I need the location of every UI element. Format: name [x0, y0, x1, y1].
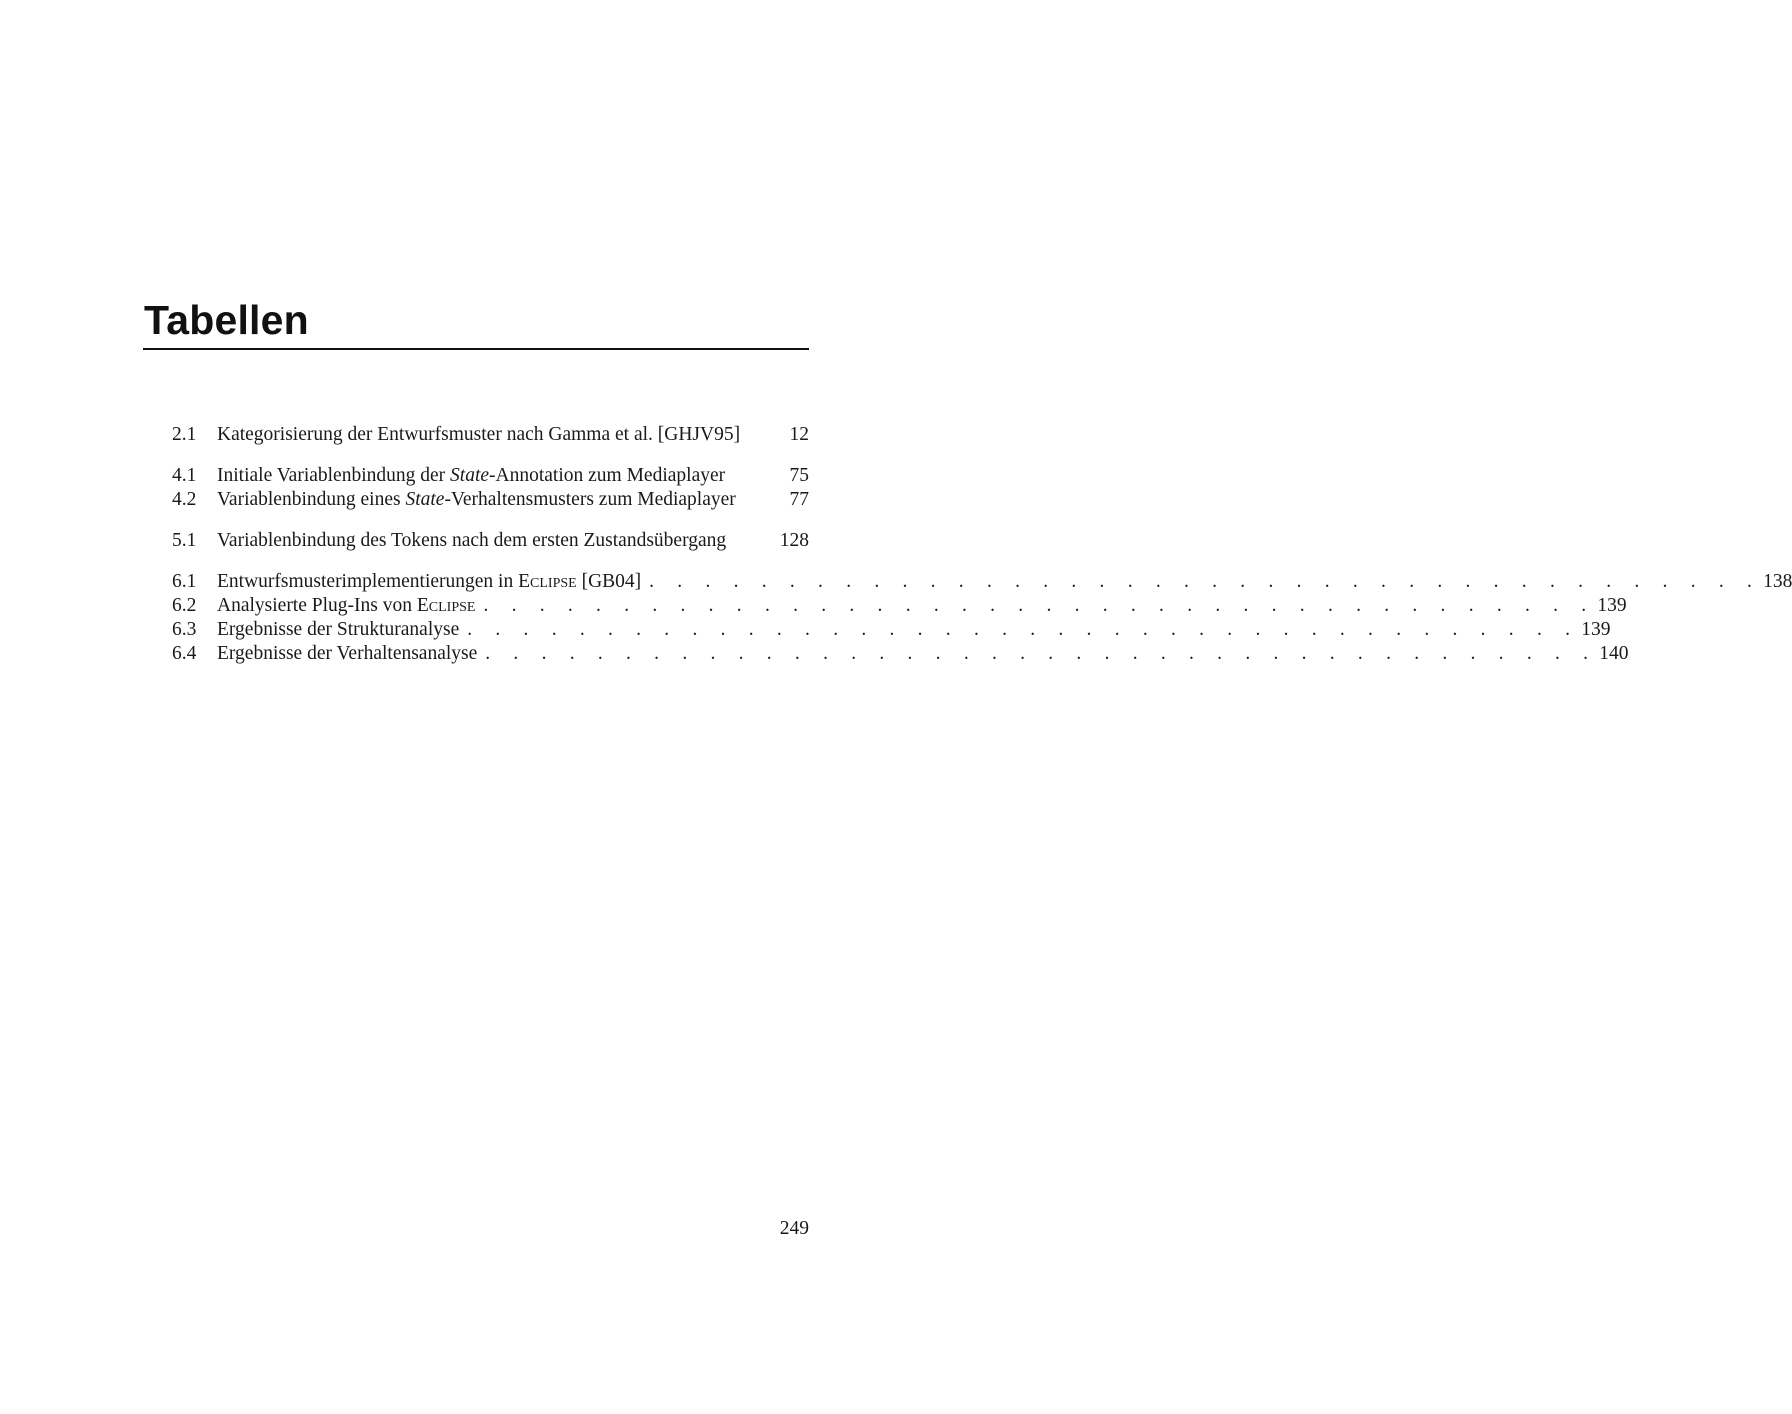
toc-entry-4-1[interactable] [172, 464, 809, 488]
toc-entry-4-2[interactable] [172, 488, 809, 512]
toc-entry-2-1[interactable] [172, 423, 809, 447]
table-number: 6.2 [172, 595, 197, 616]
toc-group-chapter-6 [172, 570, 1792, 666]
table-number: 6.1 [172, 571, 197, 592]
leader-dots: . . . . . . . . . . . . . . . . . . . . . . . . . . . . . . . . . . . . . . . . [485, 643, 1598, 664]
title-rule [143, 348, 809, 350]
table-caption: Initiale Variablenbindung der State-Annotation zum Mediaplayer [217, 465, 726, 486]
page-reference: 128 [779, 530, 809, 551]
page-reference: 12 [789, 424, 809, 445]
toc-entry-6-1[interactable] [172, 570, 1792, 594]
toc-entry-6-2[interactable] [172, 594, 1627, 618]
page-reference: 138 [1763, 571, 1792, 592]
toc-group-chapter-4 [172, 464, 809, 512]
table-caption: Entwurfsmusterimplementierungen in Eclipse [GB04] [217, 571, 642, 592]
page-reference: 139 [1597, 595, 1627, 616]
table-number: 4.2 [172, 489, 197, 510]
table-caption: Variablenbindung eines State-Verhaltensmusters zum Mediaplayer [217, 489, 736, 510]
page-reference: 140 [1599, 643, 1629, 664]
table-caption: Ergebnisse der Strukturanalyse [217, 619, 460, 640]
product-name: Eclipse [518, 571, 577, 592]
chapter-title: Tabellen [144, 297, 309, 343]
table-number: 6.3 [172, 619, 197, 640]
table-number: 5.1 [172, 530, 197, 551]
leader-dots: . . . . . . . . . . . . . . . . . . . . . . . . . . . . . . . . . . . . . . . . [483, 595, 1596, 616]
table-number: 4.1 [172, 465, 197, 486]
toc-entry-5-1[interactable] [172, 529, 809, 553]
table-caption: Kategorisierung der Entwurfsmuster nach Gamma et al. [GHJV95] [217, 424, 741, 445]
toc-group-chapter-5 [172, 529, 809, 553]
toc-group-chapter-2 [172, 423, 809, 447]
toc-entry-6-3[interactable] [172, 618, 1611, 642]
table-caption: Variablenbindung des Tokens nach dem ersten Zustandsübergang [217, 530, 727, 551]
page-reference: 139 [1581, 619, 1611, 640]
emphasized-term: State [450, 465, 490, 486]
leader-dots: . . . . . . . . . . . . . . . . . . . . . . . . . . . . . . . . . . . . . . . . [467, 619, 1580, 640]
leader-dots: . . . . . . . . . . . . . . . . . . . . . . . . . . . . . . . . . . . . . . . . [649, 571, 1762, 592]
toc-entry-6-4[interactable] [172, 642, 1629, 666]
list-of-tables [172, 423, 1792, 683]
table-number: 2.1 [172, 424, 197, 445]
table-caption: Ergebnisse der Verhaltensanalyse [217, 643, 478, 664]
table-number: 6.4 [172, 643, 197, 664]
page-reference: 75 [789, 465, 809, 486]
table-caption: Analysierte Plug-Ins von Eclipse [217, 595, 476, 616]
page-reference: 77 [789, 489, 809, 510]
emphasized-term: State [405, 489, 445, 510]
page-number: 249 [779, 1218, 809, 1239]
product-name: Eclipse [416, 595, 476, 616]
